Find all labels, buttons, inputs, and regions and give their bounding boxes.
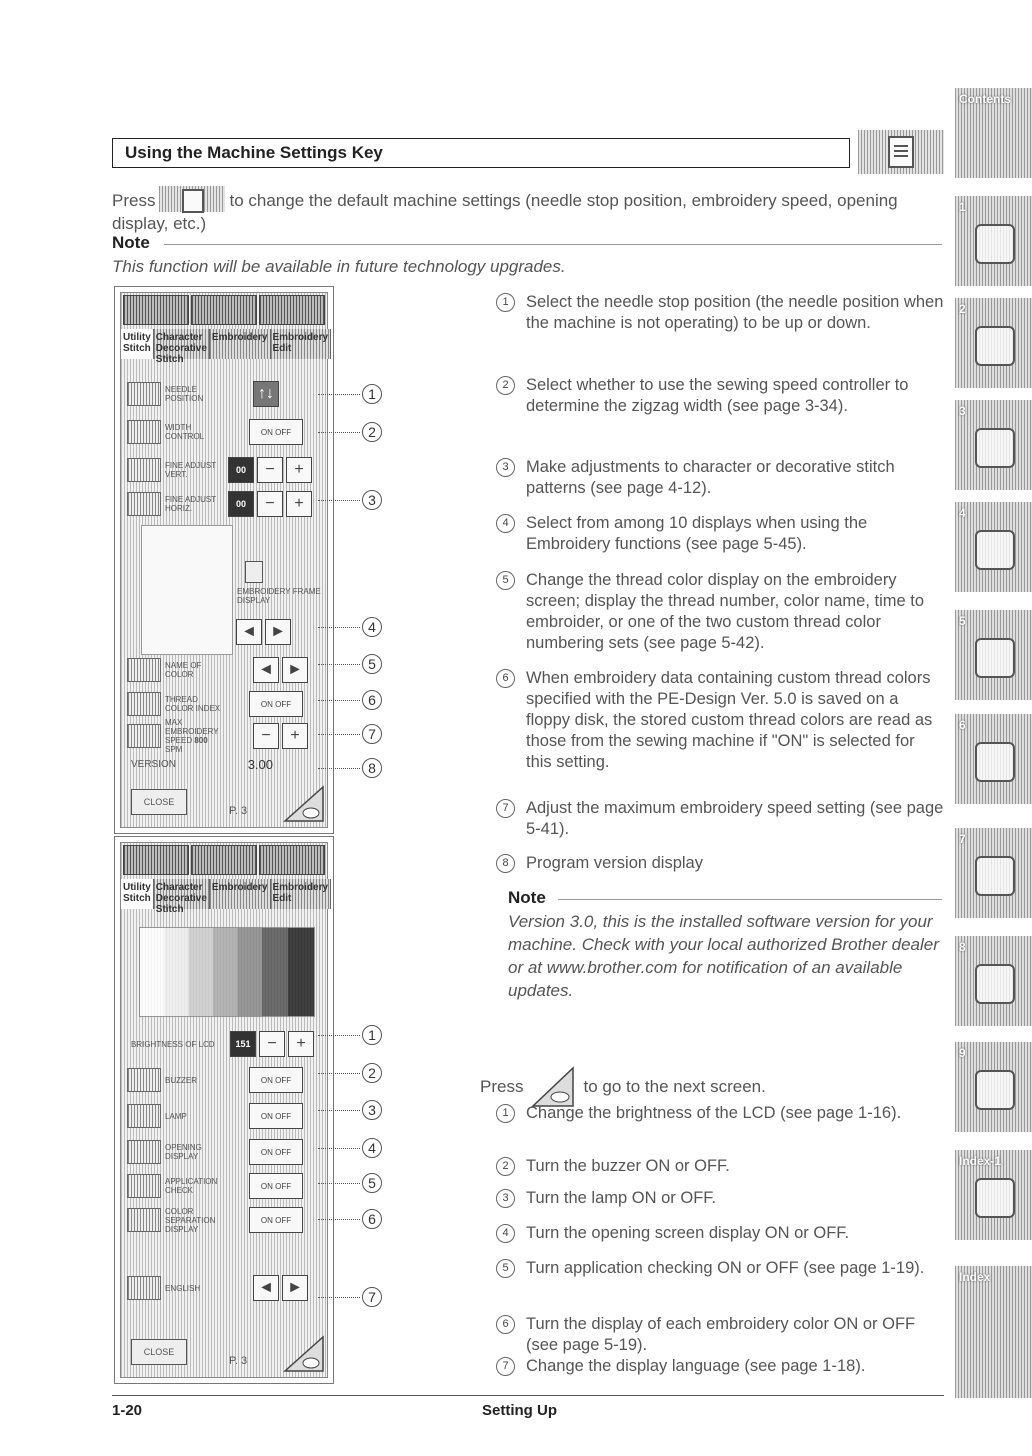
screen-top-key[interactable] — [259, 295, 325, 325]
tab-character-decorative[interactable]: Character Decorative Stitch — [154, 879, 210, 909]
callout-7: 7 — [362, 724, 382, 744]
tab-utility-stitch[interactable]: Utility Stitch — [121, 879, 154, 909]
tab-embroidery-edit[interactable]: Embroidery Edit — [271, 329, 332, 359]
row-label: FINE ADJUST HORIZ. — [165, 495, 216, 513]
tab-embroidery[interactable]: Embroidery — [210, 329, 271, 359]
side-tab-contents[interactable]: Contents — [955, 88, 1032, 178]
tab-character-decorative[interactable]: Character Decorative Stitch — [154, 329, 210, 359]
callout-leader — [318, 1073, 360, 1074]
side-tab-5[interactable]: 5 — [955, 610, 1032, 700]
screen-top-key[interactable] — [191, 845, 257, 875]
thread-spool-icon — [975, 326, 1015, 366]
frame-display-label: EMBROIDERY FRAME DISPLAY — [237, 587, 321, 605]
callout-7: 7 — [362, 1287, 382, 1307]
brightness-minus-button[interactable]: − — [259, 1031, 285, 1057]
note-heading: Note — [508, 888, 546, 907]
frame-display-right-arrow[interactable]: ► — [265, 619, 291, 645]
callout-2: 2 — [362, 1063, 382, 1083]
buzzer-icon — [127, 1068, 161, 1092]
opening-display-icon — [127, 1140, 161, 1164]
callout-2: 2 — [362, 422, 382, 442]
side-tab-appendix[interactable]: Index-1 — [955, 1150, 1032, 1240]
needle-position-icon — [127, 382, 161, 406]
thread-color-index-icon — [127, 692, 161, 716]
list-item: 6 When embroidery data containing custom thread colors specified with the PE-Design Ver. 5.0 is saved on a floppy disk, the stored custom thread colors are read as those from the sewing machine if "ON" is selected for this setting. — [496, 668, 944, 773]
tab-embroidery[interactable]: Embroidery — [210, 879, 271, 909]
row-label: NAME OF COLOR — [165, 661, 202, 679]
lamp-toggle[interactable]: ON OFF — [249, 1103, 303, 1129]
machine-settings-key-icon[interactable] — [858, 130, 944, 174]
application-check-toggle[interactable]: ON OFF — [249, 1173, 303, 1199]
max-speed-plus-button[interactable]: + — [282, 723, 308, 749]
section-title: Using the Machine Settings Key — [112, 138, 850, 168]
row-label: OPENING DISPLAY — [165, 1143, 202, 1161]
fine-adjust-vert-minus-button[interactable]: − — [257, 457, 283, 483]
abc-shirt-icon — [975, 530, 1015, 570]
callout-1: 1 — [362, 384, 382, 404]
row-label: APPLICATION CHECK — [165, 1177, 218, 1195]
callout-leader — [318, 768, 360, 769]
fine-adjust-horiz-icon — [127, 492, 161, 516]
screen-top-key[interactable] — [259, 845, 325, 875]
brightness-color-grid — [139, 927, 315, 1017]
row-label: NEEDLE POSITION — [165, 385, 204, 403]
side-tab-4[interactable]: 4 — [955, 502, 1032, 592]
list-item: 7 Adjust the maximum embroidery speed setting (see page 5-41). — [496, 798, 944, 840]
callout-leader — [318, 664, 360, 665]
list-item: 1 Change the brightness of the LCD (see page 1-16). — [496, 1103, 944, 1124]
callout-leader — [318, 1297, 360, 1298]
buzzer-toggle[interactable]: ON OFF — [249, 1067, 303, 1093]
side-tab-1[interactable]: 1 — [955, 196, 1032, 286]
version-label: VERSION — [131, 759, 177, 770]
callout-3: 3 — [362, 1100, 382, 1120]
language-globe-icon — [127, 1276, 161, 1300]
side-tab-6[interactable]: 6 — [955, 714, 1032, 804]
callout-leader — [318, 700, 360, 701]
tab-embroidery-edit[interactable]: Embroidery Edit — [271, 879, 332, 909]
callout-leader — [318, 1148, 360, 1149]
intro-paragraph — [112, 186, 942, 235]
frame-display-left-arrow[interactable]: ◄ — [236, 619, 262, 645]
side-tab-9[interactable]: 9 — [955, 1042, 1032, 1132]
row-label: MAX EMBROIDERY SPEED 800 SPM — [165, 718, 219, 754]
troubleshooting-icon — [975, 1070, 1015, 1110]
callout-8: 8 — [362, 758, 382, 778]
page-indicator: P. 3 — [229, 805, 248, 817]
language-value: ENGLISH — [165, 1283, 201, 1293]
fine-adjust-horiz-minus-button[interactable]: − — [257, 491, 283, 517]
callout-4: 4 — [362, 1138, 382, 1158]
version-value: 3.00 — [247, 757, 273, 772]
row-label: BUZZER — [165, 1075, 197, 1085]
sewing-machine-icon — [975, 224, 1015, 264]
note-text: Version 3.0, this is the installed software version for your machine. Check with your local authorized Brother dealer or at www.brother.com for notification of an available updates. — [508, 912, 939, 1000]
row-label: WIDTH CONTROL — [165, 423, 205, 441]
lcd-screen-page1 — [114, 286, 334, 834]
list-item: 5 Turn application checking ON or OFF (see page 1-19). — [496, 1258, 944, 1279]
list-item: 6 Turn the display of each embroidery color ON or OFF (see page 5-19). — [496, 1314, 944, 1356]
side-tab-7[interactable]: 7 — [955, 828, 1032, 918]
list-item: 5 Change the thread color display on the embroidery screen; display the thread number, color name, time to embroider, or one of the two custom thread color numbering sets (see page 5-42). — [496, 570, 944, 654]
list-item: 4 Select from among 10 displays when using the Embroidery functions (see page 5-45). — [496, 513, 944, 555]
page-indicator: P. 3 — [229, 1355, 248, 1367]
callout-leader — [318, 432, 360, 433]
fine-adjust-horiz-value: 00 — [228, 491, 254, 517]
list-item: 8 Program version display — [496, 853, 944, 874]
name-of-color-right-arrow[interactable]: ► — [282, 657, 308, 683]
list-item: 7 Change the display language (see page 1-18). — [496, 1356, 944, 1377]
max-speed-minus-button[interactable]: − — [253, 723, 279, 749]
callout-leader — [318, 500, 360, 501]
next-page-key-icon — [531, 1066, 575, 1108]
note-rule — [558, 899, 942, 900]
callout-leader — [318, 1219, 360, 1220]
fine-adjust-horiz-plus-button[interactable]: + — [286, 491, 312, 517]
row-label: THREAD COLOR INDEX — [165, 695, 221, 713]
callout-5: 5 — [362, 654, 382, 674]
name-of-color-left-arrow[interactable]: ◄ — [253, 657, 279, 683]
callout-3: 3 — [362, 490, 382, 510]
footer-title: Setting Up — [482, 1402, 557, 1419]
list-item: 3 Turn the lamp ON or OFF. — [496, 1188, 944, 1209]
callout-5: 5 — [362, 1173, 382, 1193]
side-tab-3[interactable]: 3 — [955, 400, 1032, 490]
side-tab-index[interactable]: Index — [955, 1266, 1032, 1398]
screen-top-key[interactable] — [191, 295, 257, 325]
side-tab-8[interactable]: 8 — [955, 936, 1032, 1026]
version-row — [131, 759, 317, 770]
callout-leader — [318, 1035, 360, 1036]
screen-top-key[interactable] — [123, 845, 189, 875]
lamp-icon — [127, 1104, 161, 1128]
machine-maintenance-icon — [975, 964, 1015, 1004]
screen-top-key[interactable] — [123, 295, 189, 325]
name-of-color-icon — [127, 658, 161, 682]
fine-adjust-vert-icon — [127, 458, 161, 482]
next-page-key-icon[interactable] — [281, 1333, 327, 1373]
callout-leader — [318, 627, 360, 628]
row-label: BRIGHTNESS OF LCD — [131, 1039, 215, 1049]
intro-text: to change the default machine settings (needle stop position, embroidery speed, opening display, etc.) — [112, 191, 898, 233]
page-number: 1-20 — [112, 1402, 143, 1419]
settings-key-inline-icon — [159, 186, 225, 212]
fine-adjust-vert-value: 00 — [228, 457, 254, 483]
frame-display-icon — [245, 561, 263, 583]
callout-leader — [318, 734, 360, 735]
callout-leader — [318, 394, 360, 395]
fine-adjust-vert-plus-button[interactable]: + — [286, 457, 312, 483]
brightness-value: 151 — [230, 1031, 256, 1057]
application-check-icon — [127, 1174, 161, 1198]
callout-4: 4 — [362, 617, 382, 637]
row-label: COLOR SEPARATION DISPLAY — [165, 1206, 216, 1234]
max-embroidery-speed-icon — [127, 724, 161, 748]
footer-rule — [112, 1395, 944, 1396]
intro-press: Press — [112, 191, 156, 210]
embroidery-frame-icon — [975, 638, 1015, 678]
list-item: 3 Make adjustments to character or decorative stitch patterns (see page 4-12). — [496, 457, 944, 499]
next-page-key-icon[interactable] — [281, 783, 327, 823]
callout-leader — [318, 1110, 360, 1111]
color-separation-toggle[interactable]: ON OFF — [249, 1207, 303, 1233]
note-heading: Note — [112, 233, 150, 252]
press-next-instruction: Press to go to the next screen. — [480, 1066, 766, 1108]
language-left-arrow[interactable]: ◄ — [253, 1275, 279, 1301]
color-separation-icon — [127, 1208, 161, 1232]
list-item: 1 Select the needle stop position (the needle position when the machine is not operating) to be up or down. — [496, 292, 944, 334]
callout-leader — [318, 1183, 360, 1184]
language-right-arrow[interactable]: ► — [282, 1275, 308, 1301]
opening-display-toggle[interactable]: ON OFF — [249, 1139, 303, 1165]
width-control-toggle[interactable]: ON OFF — [249, 419, 303, 445]
documents-icon — [975, 1178, 1015, 1218]
monogram-shirt-icon — [975, 742, 1015, 782]
embroidery-frame-preview — [141, 525, 233, 655]
row-label: FINE ADJUST VERT. — [165, 461, 216, 479]
callout-6: 6 — [362, 1209, 382, 1229]
tab-utility-stitch[interactable]: Utility Stitch — [121, 329, 154, 359]
list-item: 2 Turn the buzzer ON or OFF. — [496, 1156, 944, 1177]
shirt-icon — [975, 428, 1015, 468]
close-button[interactable]: CLOSE — [131, 1339, 187, 1365]
list-item: 4 Turn the opening screen display ON or OFF. — [496, 1223, 944, 1244]
callout-1: 1 — [362, 1025, 382, 1045]
row-label: LAMP — [165, 1111, 187, 1121]
note-rule — [164, 244, 942, 245]
close-button[interactable]: CLOSE — [131, 789, 187, 815]
side-tab-2[interactable]: 2 — [955, 298, 1032, 388]
lcd-screen-page2 — [114, 836, 334, 1384]
note-text: This function will be available in future technology upgrades. — [112, 257, 566, 276]
thread-color-index-toggle[interactable]: ON OFF — [249, 691, 303, 717]
brightness-plus-button[interactable]: + — [288, 1031, 314, 1057]
list-item: 2 Select whether to use the sewing speed controller to determine the zigzag width (see page 3-34). — [496, 375, 944, 417]
needle-position-button[interactable]: ↑↓ — [253, 381, 279, 407]
width-control-icon — [127, 420, 161, 444]
hanging-shirt-icon — [975, 856, 1015, 896]
callout-6: 6 — [362, 690, 382, 710]
